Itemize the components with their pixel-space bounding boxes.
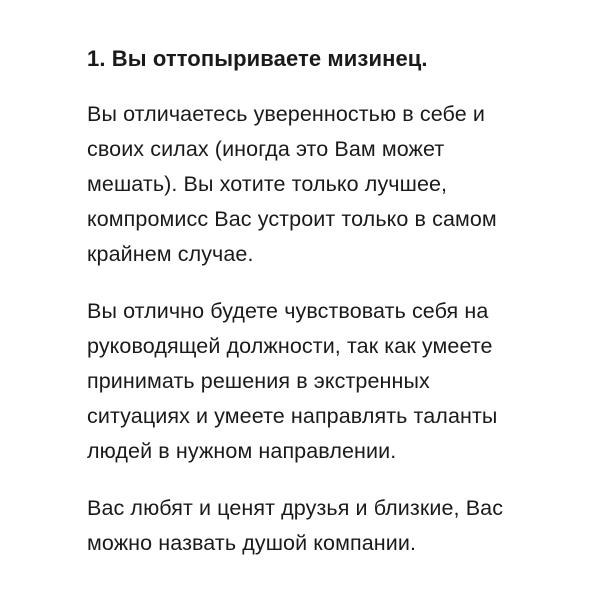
paragraph-line: своих силах (иногда это Вам может <box>87 137 445 161</box>
article-heading: 1. Вы оттопыриваете мизинец. <box>87 46 428 71</box>
paragraph-line: Вы отличаетесь уверенностью в себе и <box>87 102 485 126</box>
paragraph-line: можно назвать душой компании. <box>87 531 417 555</box>
paragraph-confidence <box>87 97 527 272</box>
paragraph-friends <box>87 491 527 561</box>
paragraph-line: руководящей должности, так как умеете <box>87 334 493 358</box>
paragraph-line: принимать решения в экстренных <box>87 369 430 393</box>
paragraph-line: компромисс Вас устроит только в самом <box>87 207 497 231</box>
paragraph-line: мешать). Вы хотите только лучшее, <box>87 172 448 196</box>
paragraph-leadership <box>87 294 527 469</box>
paragraph-line: ситуациях и умеете направлять таланты <box>87 404 498 428</box>
paragraph-line: Вы отлично будете чувствовать себя на <box>87 299 489 323</box>
paragraph-line: людей в нужном направлении. <box>87 439 397 463</box>
paragraph-line: крайнем случае. <box>87 242 254 266</box>
article-card <box>87 42 527 583</box>
paragraph-line: Вас любят и ценят друзья и близкие, Вас <box>87 496 504 520</box>
